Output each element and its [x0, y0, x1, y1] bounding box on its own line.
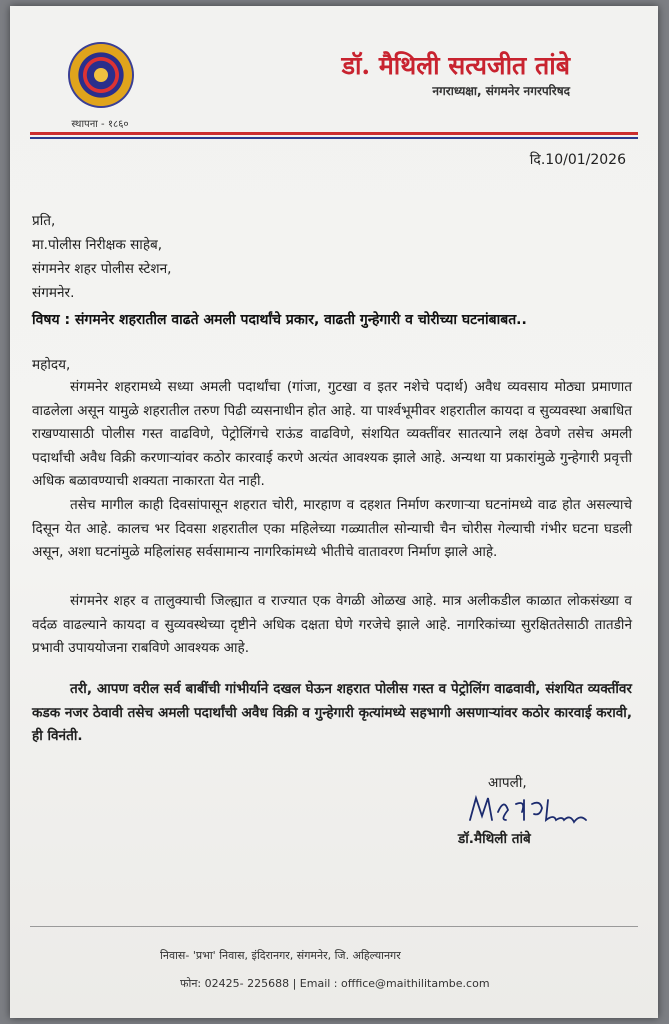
letter-sheet [10, 6, 658, 1018]
letterhead-name: डॉ. मैथिली सत्यजीत तांबे [341, 51, 570, 80]
body-paragraph-3: संगमनेर शहर व तालुक्याची जिल्ह्यात व राज्यात एक वेगळी ओळख आहे. मात्र अलीकडील काळात लोकसंख्या व वर्दळ वाढल्याने कायदा व सुव्यवस्थेच्या दृष्टीने अधिक दक्षता घेणे गरजेचे झाले आहे. नागरिकांच्या सुरक्षिततेसाठी तातडीने प्रभावी उपाययोजना राबविणे आवश्यक आहे. [32, 593, 632, 657]
recipient-line1: मा.पोलीस निरीक्षक साहेब, [32, 237, 163, 253]
letter-subject: विषय : संगमनेर शहरातील वाढते अमली पदार्थांचे प्रकार, वाढती गुन्हेगारी व चोरीच्या घटनांबाबत.. [32, 312, 527, 328]
closing-text: आपली, [488, 775, 527, 791]
body-paragraph-4: तरी, आपण वरील सर्व बाबींची गांभीर्याने दखल घेऊन शहरात पोलीस गस्त व पेट्रोलिंग वाढवावी, संशयित व्यक्तींवर कडक नजर ठेवावी तसेच अमली पदार्थांची अवैध विक्री व गुन्हेगारी कृत्यांमध्ये सहभागी असणाऱ्यांवर कठोर कारवाई करावी, ही विनंती. [32, 681, 632, 745]
footer-address: निवास- 'प्रभा' निवास, इंदिरानगर, संगमनेर, जि. अहिल्यानगर [160, 949, 401, 962]
body-paragraph-2: तसेच मागील काही दिवसांपासून शहरात चोरी, मारहाण व दहशत निर्माण करणाऱ्या घटनांमध्ये वाढ होत असल्याचे दिसून येत आहे. कालच भर दिवसा शहरातील एका महिलेच्या गळ्यातील सोन्याची चैन चोरीस गेल्याची गंभीर घटना घडली असून, अशा घटनांमुळे महिलांसह सर्वसामान्य नागरिकांमध्ये भीतीचे वातावरण निर्माण झाले आहे. [32, 497, 632, 561]
letterhead-designation: नगराध्यक्षा, संगमनेर नगरपरिषद [432, 84, 570, 98]
letterhead-rule-blue [30, 137, 638, 139]
signatory-name: डॉ.मैथिली तांबे [458, 831, 531, 847]
letterhead-rule-red [30, 132, 638, 135]
recipient-line3: संगमनेर. [32, 285, 75, 301]
footer-rule [30, 926, 638, 927]
municipal-seal-logo [68, 42, 134, 108]
footer-contact: फोन: 02425- 225688 | Email : offfice@maithilitambe.com [180, 977, 490, 990]
established-text: स्थापना - १८६० [71, 119, 129, 130]
greeting: महोदय, [32, 357, 71, 373]
handwritten-signature [462, 790, 612, 830]
letter-date: दि.10/01/2026 [529, 152, 626, 168]
body-paragraph-1: संगमनेर शहरामध्ये सध्या अमली पदार्थांचा (गांजा, गुटखा व इतर नशेचे पदार्थ) अवैध व्यवसाय मोठ्या प्रमाणात वाढलेला असून यामुळे शहरातील तरुण पिढी व्यसनाधीन होत आहे. या पार्श्वभूमीवर शहरातील कायदा व सुव्यवस्था अबाधित राखण्यासाठी पोलीस गस्त वाढविणे, पेट्रोलिंगचे राऊंड वाढविणे, संशयित व्यक्तींवर सातत्याने लक्ष ठेवणे तसेच अमली पदार्थांची अवैध विक्री करणाऱ्यांवर कठोर कारवाई करणे अत्यंत आवश्यक झाले आहे. अन्यथा या प्रकारांमुळे गुन्हेगारी प्रवृत्ती अधिक बळावण्याची शक्यता नाकारता येत नाही. [32, 379, 632, 490]
recipient-line2: संगमनेर शहर पोलीस स्टेशन, [32, 261, 172, 277]
recipient-to: प्रति, [32, 213, 56, 229]
